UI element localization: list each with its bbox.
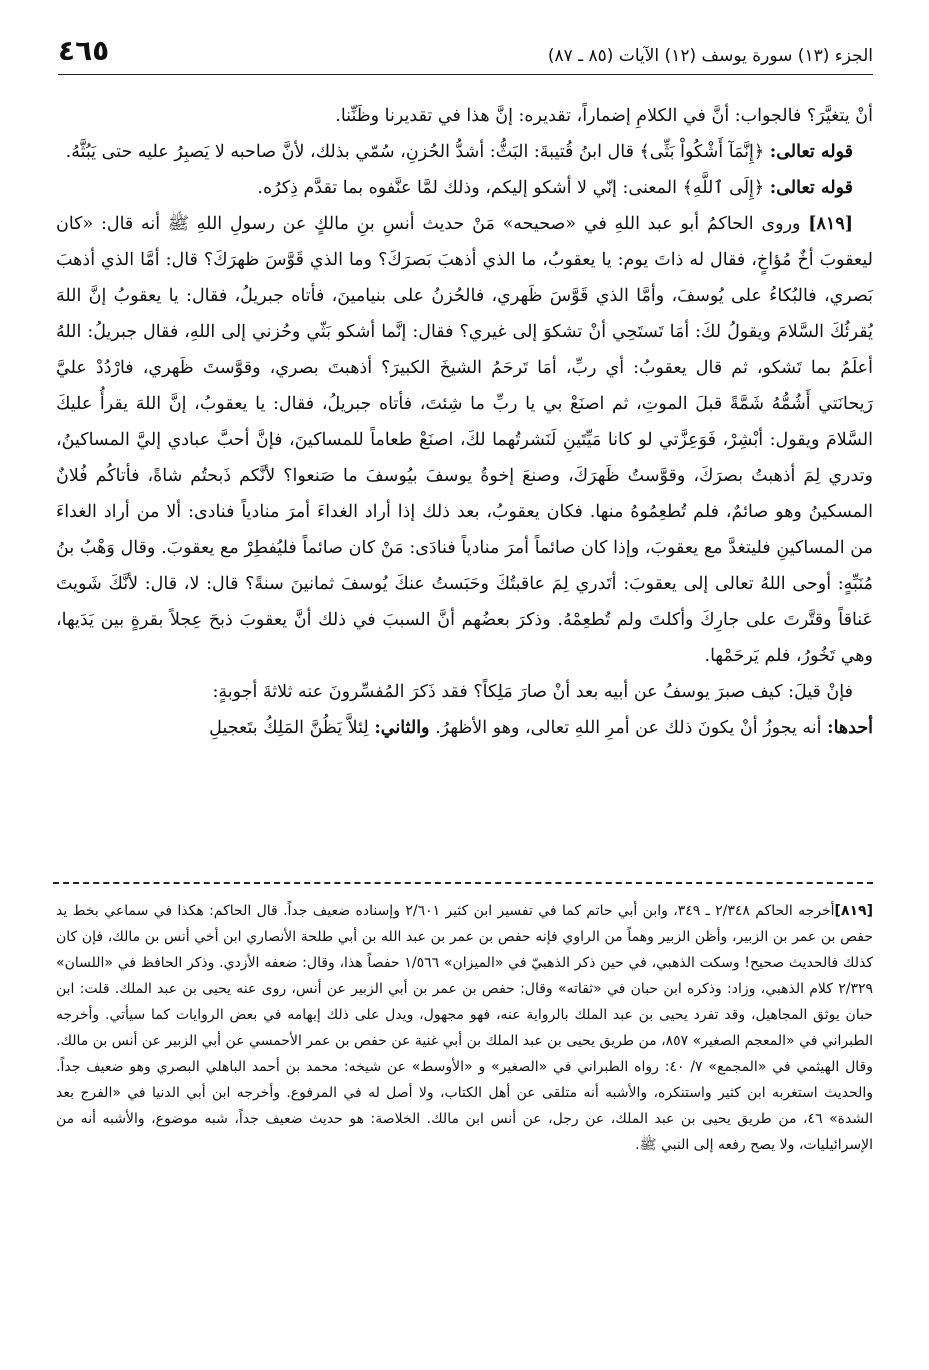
paragraph-5: فإنْ قيلَ: كيف صبرَ يوسفُ عن أبيه بعد أنْ صارَ مَلِكاً؟ فقد ذَكرَ المُفسِّرونَ عنه ثلاثةَ أجوبةٍ: [212, 682, 853, 702]
page-header [58, 34, 873, 75]
paragraph-2-label: قوله تعالى: [769, 142, 853, 162]
running-title: الجزء (١٣) سورة يوسف (١٢) الآيات (٨٥ ـ ٨٧) [547, 46, 873, 66]
paragraph-4-text: وروى الحاكمُ أبو عبد اللهِ في «صحيحه» مَنْ حديث أنسِ بنِ مالكٍ عن رسولِ اللهِ ﷺ أنه قال: «كان ليعقوبَ أخٌ مُؤاخٍ، فقال له ذاتَ يوم: يا يعقوبُ، ما الذي أذهبَ بَصرَكَ؟ وما الذي قَوَّسَ ظهرَكَ؟ قال: أمَّا الذي أذهبَ بَصري، فالبُكاءُ على يُوسفَ، وأمَّا الذي قَوَّسَ ظَهري، فالحُزنُ على بنيامينَ، فأتاه جبريلُ، فقال: يا يعقوبُ إنَّ اللهَ يُقرئُكَ السَّلامَ ويقولُ لكَ: أمَا تَستَحِي أنْ تشكوَ إلى غيري؟ فقال: إنَّما أشكو بَثّي وحُزني إلى اللهِ، فقال جبريلُ: اللهُ أعلَمُ بما تَشكو، ثم قال يعقوبُ: أي ربِّ، أمَا تَرحَمُ الشيخَ الكبيرَ؟ أذهبتَ بصري، وقوَّستَ ظَهري، فارْدُدْ عليَّ رَيحانَتي أَشُمُّهُ شَمَّةً قبلَ الموتِ، ثم اصنَعْ بي يا ربِّ ما شِئتَ، فأتاه جبريلُ، فقال: يا يعقوبُ، إنَّ اللهَ يقرأُ عليكَ السَّلامَ ويقول: أبْشِرْ، فَوَعِزَّتي لو كانا مَيِّتَينِ لَنَشرتُهما لكَ، اصنَعْ طعاماً للمساكينَ، فإنَّ أحبَّ عبادي إليَّ المساكينُ، وتدري لِمَ أذهبتُ بصرَكَ، وقوَّستُ ظَهرَكَ، وصنعَ إخوةُ يوسفَ بيُوسفَ ما صَنعوا؟ لأنَّكم ذَبحتُم شاةً، فأتاكُم فُلانٌ المسكينُ وهو صائمٌ، فلم تُطعِمُوهُ منها. فكان يعقوبُ، بعد ذلك إذا أراد الغداءَ أمرَ منادياً فنادى: ألا من أراد الغداءَ من المساكينِ فليتغدَّ مع يعقوبَ، وإذا كان صائماً أمرَ منادياً فنادَى: مَنْ كان صائماً فليُفطِرْ مع يعقوبَ. وقال وَهْبُ بنُ مُنَبِّهٍ: أوحى اللهُ تعالى إلى يعقوبَ: أتَدري لِمَ عاقبتُكَ وحَبَستُ عنكَ يُوسفَ ثمانينَ سنةً؟ قال: لا، قال: لأنَّكَ شَويتَ عَناقاً وقتَّرتَ على جارِكَ وأكلتَ ولم تُطعِمْهُ. وذكرَ بعضُهم أنَّ السببَ في ذلك أنَّ يعقوبَ ذبحَ عِجلاً بقرةٍ بين يَدَيها، وهي تَخُورُ، فلم يَرحَمْها. [56, 214, 873, 666]
page-number: ٤٦٥ [58, 34, 110, 67]
paragraph-4 [56, 206, 873, 674]
paragraph-1: أنْ يتغيَّرَ؟ فالجواب: أنَّ في الكلامِ إضماراً، تقديره: إنَّ هذا في تقديرنا وظَنِّنا. [335, 106, 873, 126]
footnote-separator [53, 882, 873, 884]
footnote [56, 898, 873, 1158]
answer-1-text: أنه يجوزُ أنْ يكونَ ذلك عن أمرِ اللهِ تعالى، وهو الأظهرُ. [435, 718, 822, 738]
paragraph-2 [56, 134, 873, 170]
answer-1-label: أحدها: [827, 718, 873, 738]
main-text [56, 98, 873, 746]
answer-2-label: والثاني: [374, 718, 430, 738]
footnote-ref-number: [٨١٩] [834, 903, 873, 919]
paragraph-6 [56, 710, 873, 746]
paragraph-2-text: ﴿إِنَّمَآ أَشْكُواْ بَثِّى﴾ قال ابنُ قُتيبةَ: البَثُّ: أشدُّ الحُزنِ، سُمّي بذلك، لأنَّ صاحبه لا يَصبِرُ عليه حتى يَبُثَّهُ. [65, 142, 765, 162]
paragraph-3-label: قوله تعالى: [769, 178, 853, 198]
hadith-ref-number: [٨١٩] [808, 214, 853, 234]
answer-2-text: لِئلاَّ يَظُنَّ المَلِكُ بتَعجيلِ [209, 718, 369, 738]
footnote-text: أخرجه الحاكم ٢/٣٤٨ ـ ٣٤٩، وابن أبي حاتم كما في تفسير ابن كثير ٢/٦٠١ وإسناده ضعيف جداً. قال الحاكم: هكذا في سماعي بخط يد حفص بن عمر بن الزبير، وأظن الزبير وهماً من الراوي فإنه حفص بن عمر بن عبد الله بن أبي طلحة الأنصاري ابن أخي أنس بن مالك، فإن كان كذلك فالحديث صحيح! وسكت الذهبي، في حين ذكر الذهبيّ في «الميزان» ١/٥٦٦ حفصاً هذا، وقال: ضعفه الأزدي. وذكر الحافظ في «اللسان» ٢/٣٢٩ كلام الذهبي، وزاد: وذكره ابن حبان في «ثقاته» وقال: حفص بن عمر بن أبي الزبير عن أنس، روى عنه يحيى بن عبد الملك. قلت: ابن حبان يوثق المجاهيل، وقد تفرد يحيى بن عبد الملك بالرواية عنه، فهو مجهول، ويدل على ذلك إبهامه في بعض الروايات كما سيأتي. وأخرجه الطبراني في «المعجم الصغير» ٨٥٧، من طريق يحيى بن عبد الملك بن أبي غنية عن حفص بن عمر الأحمسي عن أبي الزبير عن أنس بن مالك. وقال الهيثمي في «المجمع» ٧/ ٤٠: رواه الطبراني في «الصغير» و «الأوسط» عن شيخه: محمد بن أحمد الباهلي البصري وهو ضعيف جداً. والحديث استغربه ابن كثير واستنكره، والأشبه أنه متلقى عن أهل الكتاب، ولا أصل له في المرفوع. وأخرجه ابن أبي الدنيا في «الفرج بعد الشدة» ٤٦، من طريق يحيى بن عبد الملك، عن رجل، عن أنس ابن مالك. الخلاصة: هو حديث ضعيف جداً، شبه موضوع، والأشبه أنه من الإسرائيليات، ولا يصح رفعه إلى النبي ﷺ. [56, 903, 874, 1153]
paragraph-3-text: ﴿إِلَى ٱللَّهِ﴾ المعنى: إنّي لا أشكو إليكم، وذلك لمَّا عنَّفوه بما تقدَّم ذِكرُه. [257, 178, 765, 198]
paragraph-3 [56, 170, 873, 206]
